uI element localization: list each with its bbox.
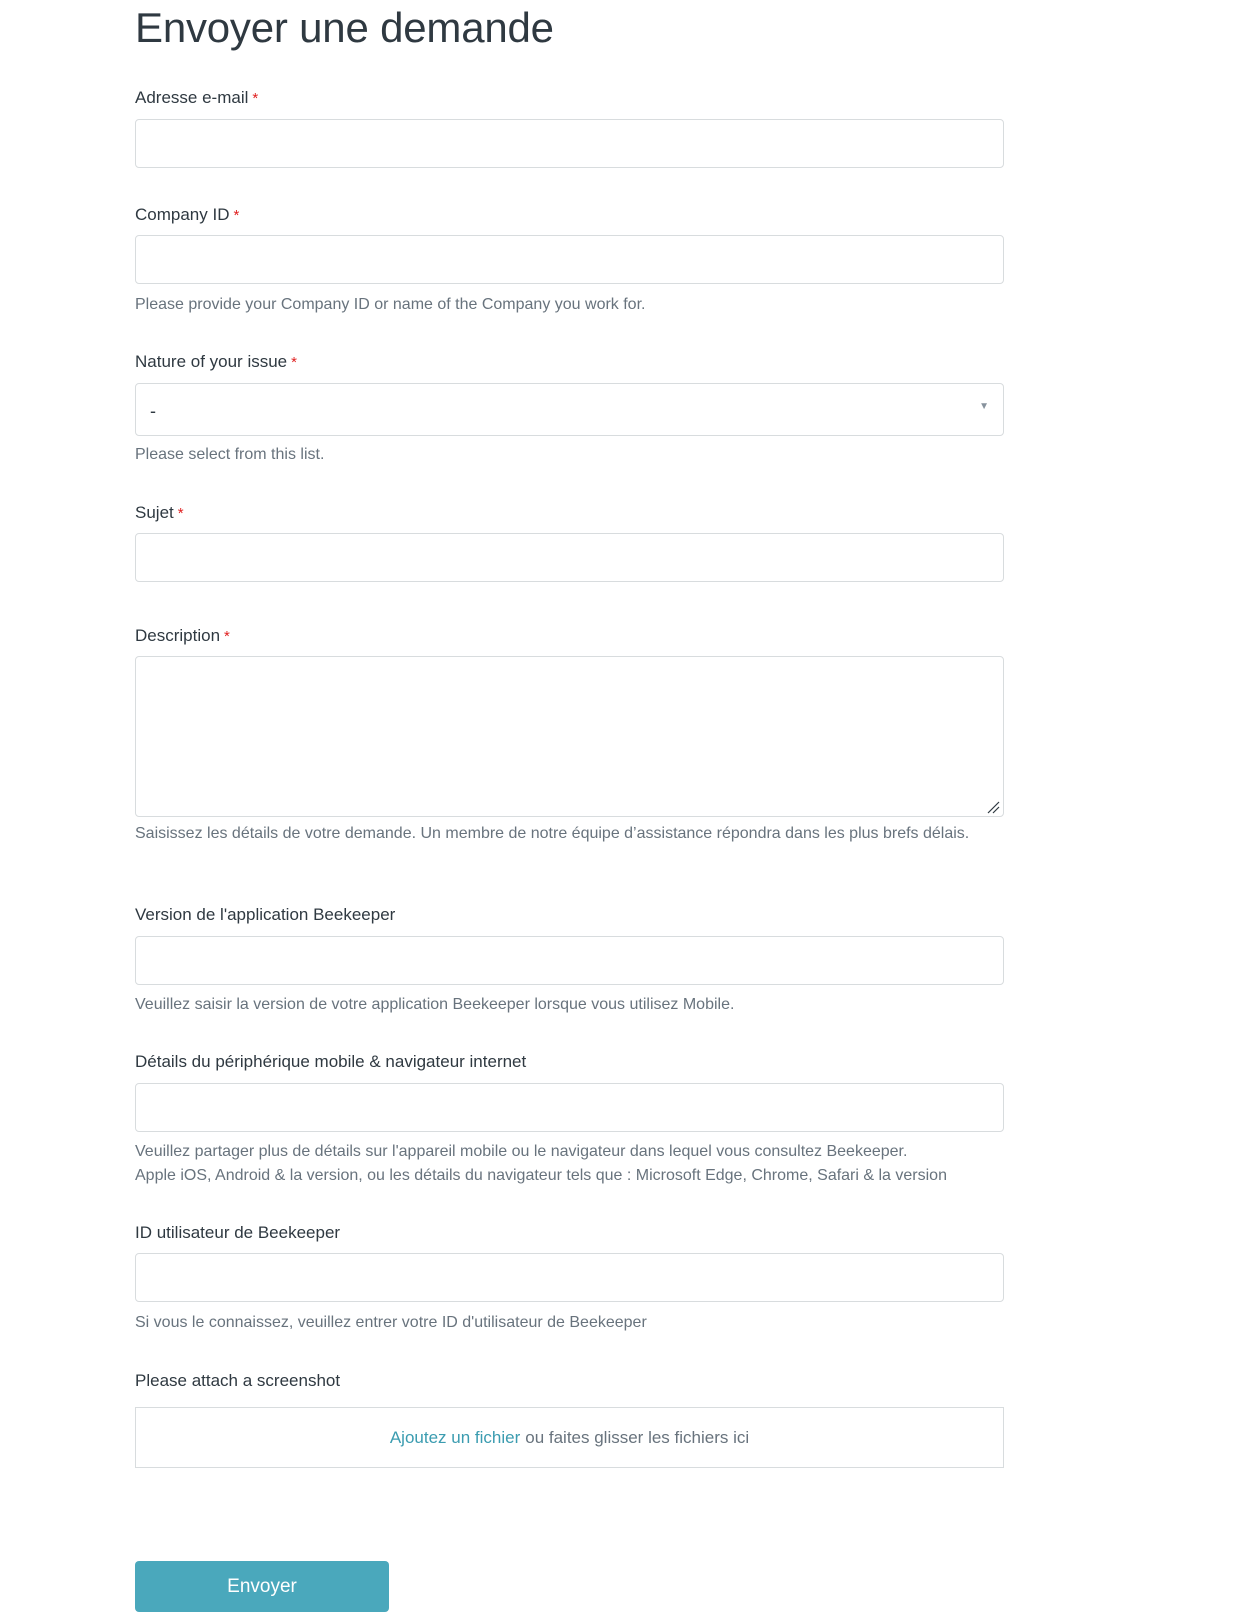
issue-nature-select[interactable] bbox=[135, 383, 1004, 436]
device-details-field[interactable] bbox=[135, 1083, 1004, 1132]
description-label bbox=[135, 625, 230, 648]
page-title: Envoyer une demande bbox=[135, 4, 554, 51]
device-details-hint-line1: Veuillez partager plus de détails sur l'appareil mobile ou le navigateur dans lequel vous consultez Beekeeper. bbox=[135, 1143, 908, 1160]
app-version-label bbox=[135, 904, 395, 926]
attachment-label-text: Please attach a screenshot bbox=[135, 1371, 341, 1390]
required-asterisk: * bbox=[177, 505, 184, 522]
issue-nature-hint: Please select from this list. bbox=[135, 446, 325, 463]
app-version-hint: Veuillez saisir la version de votre application Beekeeper lorsque vous utilisez Mobile. bbox=[135, 996, 735, 1013]
app-version-label-text: Version de l'application Beekeeper bbox=[135, 905, 396, 924]
issue-nature-label bbox=[135, 351, 297, 374]
user-id-field[interactable] bbox=[135, 1253, 1004, 1302]
email-field[interactable] bbox=[135, 119, 1004, 168]
submit-button[interactable]: Envoyer bbox=[135, 1561, 389, 1612]
device-details-label-text: Détails du périphérique mobile & navigateur internet bbox=[135, 1052, 527, 1071]
email-label bbox=[135, 87, 258, 110]
subject-label-text: Sujet bbox=[135, 503, 174, 522]
resize-grip-icon[interactable] bbox=[986, 800, 1000, 814]
dropzone-text: ou faites glisser les fichiers ici bbox=[525, 1427, 750, 1447]
company-id-label bbox=[135, 204, 239, 227]
required-asterisk: * bbox=[252, 90, 259, 107]
company-id-hint: Please provide your Company ID or name of the Company you work for. bbox=[135, 296, 646, 313]
subject-label bbox=[135, 502, 184, 525]
user-id-hint: Si vous le connaissez, veuillez entrer votre ID d'utilisateur de Beekeeper bbox=[135, 1314, 647, 1331]
user-id-label bbox=[135, 1222, 340, 1244]
issue-nature-label-text: Nature of your issue bbox=[135, 352, 288, 371]
required-asterisk: * bbox=[291, 354, 297, 371]
subject-field[interactable] bbox=[135, 533, 1004, 582]
email-label-text: Adresse e-mail bbox=[135, 88, 249, 107]
app-version-field[interactable] bbox=[135, 936, 1004, 985]
company-id-label-text: Company ID bbox=[135, 205, 230, 224]
add-file-link[interactable]: Ajoutez un fichier bbox=[389, 1427, 521, 1447]
file-dropzone[interactable] bbox=[135, 1407, 1004, 1468]
description-hint: Saisissez les détails de votre demande. Un membre de notre équipe d’assistance répondra dans les plus brefs délais. bbox=[135, 825, 970, 842]
chevron-down-icon: ▼ bbox=[979, 401, 989, 412]
company-id-field[interactable] bbox=[135, 235, 1004, 284]
issue-nature-selected-value: - bbox=[150, 401, 156, 421]
user-id-label-text: ID utilisateur de Beekeeper bbox=[135, 1223, 341, 1242]
description-textarea[interactable] bbox=[135, 656, 1004, 817]
attachment-label bbox=[135, 1370, 340, 1392]
description-label-text: Description bbox=[135, 626, 221, 645]
required-asterisk: * bbox=[224, 628, 230, 645]
device-details-label bbox=[135, 1051, 526, 1073]
required-asterisk: * bbox=[233, 207, 240, 224]
device-details-hint-line2: Apple iOS, Android & la version, ou les détails du navigateur tels que : Microsoft Edge, Chrome, Safari & la version bbox=[135, 1167, 947, 1184]
